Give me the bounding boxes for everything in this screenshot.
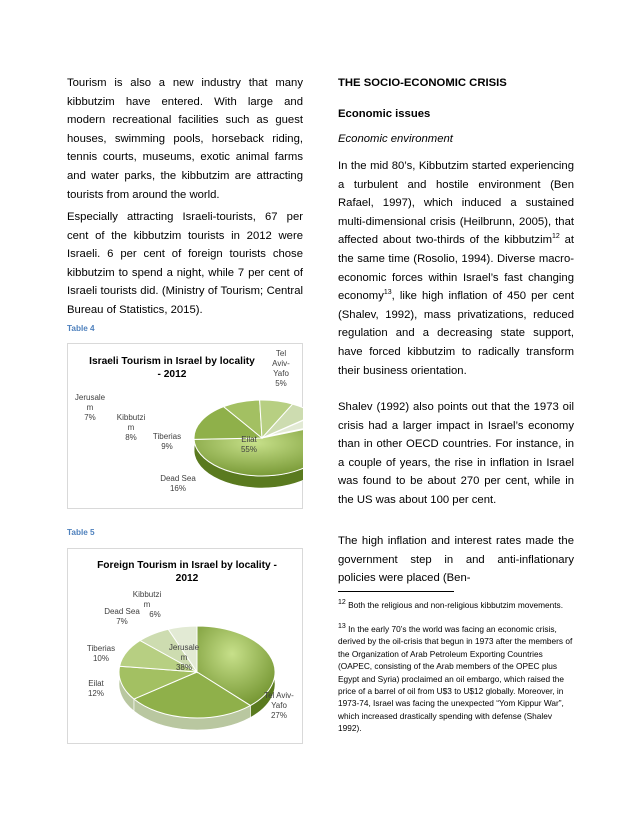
label-kibbutzim [111, 413, 151, 443]
label-tiberias-value: 9 [161, 442, 166, 451]
label-jerusalem-name-a: Jerusale [74, 393, 106, 402]
label-tiberias [81, 644, 121, 664]
label-tiberias [147, 432, 187, 452]
label-tel-aviv-name-a: Tel [275, 349, 287, 358]
label-tiberias-name: Tiberias [152, 432, 182, 441]
label-tiberias-pct: 9% [161, 442, 173, 451]
footnote-12-text: Both the religious and non-religious kibbutzim movements. [345, 600, 564, 610]
label-tel-aviv-pct: 5% [275, 379, 287, 388]
para-text-c: , like high inflation of 450 per cent (Shalev, 1992), mass privatizations, reduced regulation and a decreasing state support, have forced kibbutzim to radically transform their business orientation. [338, 290, 574, 377]
label-tel-aviv-name-b: Aviv- [272, 359, 290, 368]
footnote-ref-13[interactable]: 13 [383, 289, 392, 297]
label-eilat [81, 679, 111, 699]
label-jerusalem-name-a: Jerusale [168, 643, 200, 652]
label-kibbutzim-name-b: m [143, 600, 151, 609]
table4-caption: Table 4 [67, 324, 95, 333]
label-dead-sea [153, 474, 203, 494]
label-kibbutzim-name-a: Kibbutzi [132, 590, 162, 599]
footnote-separator [338, 591, 454, 592]
subsection-heading: Economic issues [338, 108, 431, 120]
para-text-a: In the mid 80’s, Kibbutzim started experiencing a turbulent and hostile environment (Ben Rafael, 1997), which induced a sustained multi-dimensional crisis (Heilbrunn, 2005), that affected about two-thirds of the kibbutzim [338, 160, 574, 247]
label-tiberias-name: Tiberias [86, 644, 116, 653]
label-eilat-pct: 55% [240, 445, 258, 454]
label-eilat-pct: 12% [87, 689, 105, 698]
label-jerusalem [67, 393, 113, 423]
chart-title: Foreign Tourism in Israel by locality - 2012 [97, 560, 277, 584]
label-jerusalem [162, 643, 206, 673]
label-eilat-name: Eilat [241, 435, 257, 444]
label-jerusalem-value: 38 [175, 663, 185, 672]
label-eilat-name: Eilat [88, 679, 104, 688]
label-tel-aviv-name-a: Tel Aviv- [264, 691, 294, 700]
foreign-tourism-chart [67, 548, 303, 744]
label-kibbutzim-name-b: m [127, 423, 135, 432]
label-kibbutzim-pct: 6% [149, 610, 161, 619]
israeli-tourists-paragraph: Especially attracting Israeli-tourists, 67 per cent of the kibbutzim tourists in 2012 were Israeli. 6 per cent of foreign tourists chose kibbutzim to spend a night, while 7 per cent of Israeli tourists did. (Ministry of Tourism; Central Bureau of Statistics, 2015). [67, 211, 303, 316]
label-dead-sea-pct: 16% [169, 484, 187, 493]
label-jerusalem-name-b: m [180, 653, 188, 662]
label-eilat [231, 435, 267, 455]
inflation-paragraph: The high inflation and interest rates made the government step in and anti-inflationary policies were placed (Ben- [338, 535, 574, 585]
economic-environment-paragraph [338, 157, 574, 380]
label-kibbutzim-pct: 8% [125, 433, 137, 442]
israeli-tourism-chart [67, 343, 303, 509]
label-tel-aviv [265, 349, 297, 389]
label-jerusalem-name-b: m [86, 403, 94, 412]
label-dead-sea-name: Dead Sea [160, 474, 196, 483]
footnote-13-text: In the early 70’s the world was facing an economic crisis, derived by the oil-crisis that begun in 1973 after the members of the Organization of Arab Petroleum Exporting Countries (OAPEC, consisting of the Arab members of the OPEC plus Egypt and Syria) proclaimed an oil embargo, which raised the price of a barrel of oil from U$3 to U$12 globally. Moreover, in 1973-74, Israel was facing the unexpected “Yom Kippur War”, which increased drastically spending with defense (Shalev 1992). [338, 624, 573, 734]
table5-caption: Table 5 [67, 528, 95, 537]
label-tiberias-value: 10 [92, 654, 102, 663]
footnote-12 [338, 599, 574, 611]
label-jerusalem-value: 7 [84, 413, 89, 422]
subsubsection-heading: Economic environment [338, 133, 453, 145]
tourism-paragraph: Tourism is also a new industry that many kibbutzim have entered. With large and modern recreational facilities such as guest houses, swimming pools, horseback riding, tennis courts, museums, exotic animal farms and water parks, the kibbutzim are attracting tourists from around the world. [67, 77, 303, 201]
label-eilat-value: 55 [240, 445, 250, 454]
chart-title: Israeli Tourism in Israel by locality - 2012 [89, 356, 255, 380]
label-kibbutzim-value: 8 [125, 433, 130, 442]
para-text-b: at the same time (Rosolio, 1994). Diverse macro-economic forces within Israel’s fast changing economy [338, 234, 575, 303]
label-tel-aviv-value: 5 [275, 379, 280, 388]
footnote-12-number: 12 [338, 599, 346, 607]
label-dead-sea-value: 7 [116, 617, 121, 626]
label-eilat-value: 12 [87, 689, 97, 698]
label-tel-aviv-name-c: Yafo [273, 369, 289, 378]
oil-crisis-paragraph: Shalev (1992) also points out that the 1973 oil crisis had a larger impact in Israel’s economy than in other OECD countries. For instance, in a couple of years, the rise in inflation in Israel was found to be about 270 per cent, while in the US was about 100 per cent. [338, 401, 574, 506]
label-tel-aviv-value: 27 [270, 711, 280, 720]
label-kibbutzim-value: 6 [149, 610, 154, 619]
label-tel-aviv-name-b: Yafo [271, 701, 287, 710]
label-dead-sea-value: 16 [169, 484, 179, 493]
label-jerusalem-pct: 7% [84, 413, 96, 422]
footnote-13 [338, 623, 574, 735]
label-tel-aviv-pct: 27% [270, 711, 288, 720]
footnote-ref-12[interactable]: 12 [552, 233, 560, 241]
label-kibbutzim-name-a: Kibbutzi [116, 413, 146, 422]
footnote-13-number: 13 [338, 623, 346, 631]
section-heading: THE SOCIO-ECONOMIC CRISIS [338, 77, 507, 89]
label-kibbutzim [127, 590, 167, 620]
label-tel-aviv [257, 691, 301, 721]
label-dead-sea-name: Dead Sea [104, 607, 140, 616]
label-jerusalem-pct: 38% [175, 663, 193, 672]
label-tiberias-pct: 10% [92, 654, 110, 663]
label-dead-sea-pct: 7% [116, 617, 128, 626]
